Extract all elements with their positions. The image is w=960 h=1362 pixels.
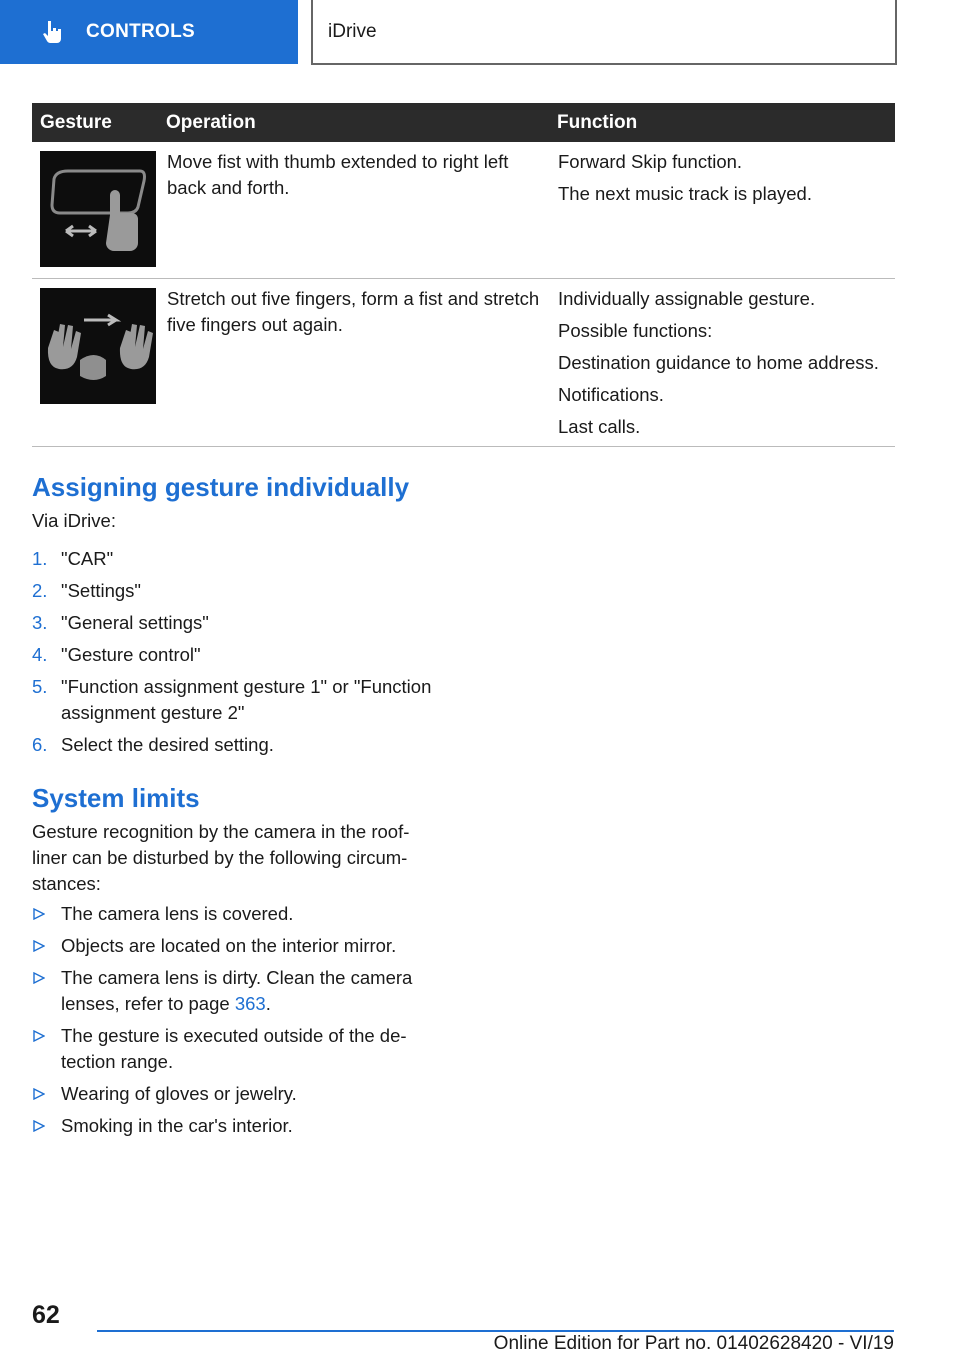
table-header-row xyxy=(32,103,895,142)
list-item xyxy=(32,642,432,668)
list-item xyxy=(32,1023,432,1075)
list-item xyxy=(32,901,432,927)
list-item xyxy=(32,578,432,604)
pointing-hand-icon xyxy=(40,19,66,45)
step-text: "General settings" xyxy=(61,612,209,633)
gesture-image-cell xyxy=(32,142,158,278)
function-line: Notifications. xyxy=(558,383,664,405)
function-line: The next music track is played. xyxy=(558,183,812,204)
list-item xyxy=(32,933,432,959)
step-text: "Function assignment gesture 1" or "Function assignment gesture 2" xyxy=(61,676,432,723)
triangle-bullet-icon xyxy=(33,908,45,920)
bullet-text: Objects are located on the interior mirror. xyxy=(61,935,397,956)
bullet-text: The camera lens is covered. xyxy=(61,903,294,924)
function-cell xyxy=(549,142,895,278)
bullet-text: The gesture is executed outside of the de-tection range. xyxy=(61,1025,407,1072)
triangle-bullet-icon xyxy=(33,1088,45,1100)
function-line: Destination guidance to home address. xyxy=(558,351,879,373)
operation-cell: Move fist with thumb extended to right left back and forth. xyxy=(158,142,549,278)
step-number: 2. xyxy=(32,580,48,601)
function-line: Individually assignable gesture. xyxy=(558,287,816,309)
list-item xyxy=(32,1081,432,1107)
column-header-function: Function xyxy=(549,103,895,142)
chapter-header xyxy=(311,0,897,65)
edition-info: Online Edition for Part no. 01402628420 - VI/19 xyxy=(493,1333,894,1354)
limits-intro: Gesture recognition by the camera in the roof-liner can be disturbed by the following circum-stances: xyxy=(32,821,410,894)
step-text: Select the desired setting. xyxy=(61,734,274,755)
bullet-text: The camera lens is dirty. Clean the camera lenses, refer to page xyxy=(61,967,413,1014)
gesture-image-cell xyxy=(32,278,158,446)
operation-cell: Stretch out five fingers, form a fist and stretch five fingers out again. xyxy=(158,278,549,446)
list-item xyxy=(32,732,432,758)
chapter-label: iDrive xyxy=(328,20,377,42)
column-header-operation: Operation xyxy=(158,103,549,142)
step-number: 4. xyxy=(32,644,48,665)
triangle-bullet-icon xyxy=(33,1120,45,1132)
gesture-table xyxy=(32,103,895,447)
assign-heading: Assigning gesture individually xyxy=(32,472,410,502)
step-number: 6. xyxy=(32,734,48,755)
list-item xyxy=(32,1113,432,1139)
step-text: "Gesture control" xyxy=(61,644,201,665)
list-item xyxy=(32,546,432,572)
step-number: 1. xyxy=(32,548,48,569)
list-item xyxy=(32,674,432,726)
triangle-bullet-icon xyxy=(33,1030,45,1042)
fist-thumb-swipe-icon xyxy=(40,151,156,267)
list-item xyxy=(32,610,432,636)
footer-divider xyxy=(97,1330,894,1332)
table-row xyxy=(32,142,895,278)
list-item xyxy=(32,965,432,1017)
five-fingers-fist-icon xyxy=(40,288,156,404)
function-line: Last calls. xyxy=(558,415,641,437)
bullet-text: Smoking in the car's interior. xyxy=(61,1115,293,1136)
function-cell xyxy=(549,278,895,446)
step-number: 3. xyxy=(32,612,48,633)
table-row xyxy=(32,278,895,446)
function-line: Possible functions: xyxy=(558,319,713,341)
assign-steps-list xyxy=(32,546,432,764)
column-header-gesture: Gesture xyxy=(32,103,158,142)
triangle-bullet-icon xyxy=(33,972,45,984)
bullet-text: Wearing of gloves or jewelry. xyxy=(61,1083,297,1104)
bullet-suffix: . xyxy=(265,993,271,1014)
step-text: "Settings" xyxy=(61,580,141,601)
step-number: 5. xyxy=(32,676,48,697)
limits-heading: System limits xyxy=(32,783,200,813)
assign-intro: Via iDrive: xyxy=(32,510,116,531)
section-label: CONTROLS xyxy=(86,21,196,42)
page-number: 62 xyxy=(32,1301,60,1329)
section-tab xyxy=(0,0,298,64)
function-line: Forward Skip function. xyxy=(558,151,743,172)
triangle-bullet-icon xyxy=(33,940,45,952)
step-text: "CAR" xyxy=(61,548,114,569)
limits-bullet-list xyxy=(32,901,432,1145)
page-reference-link[interactable]: 363 xyxy=(234,993,266,1014)
